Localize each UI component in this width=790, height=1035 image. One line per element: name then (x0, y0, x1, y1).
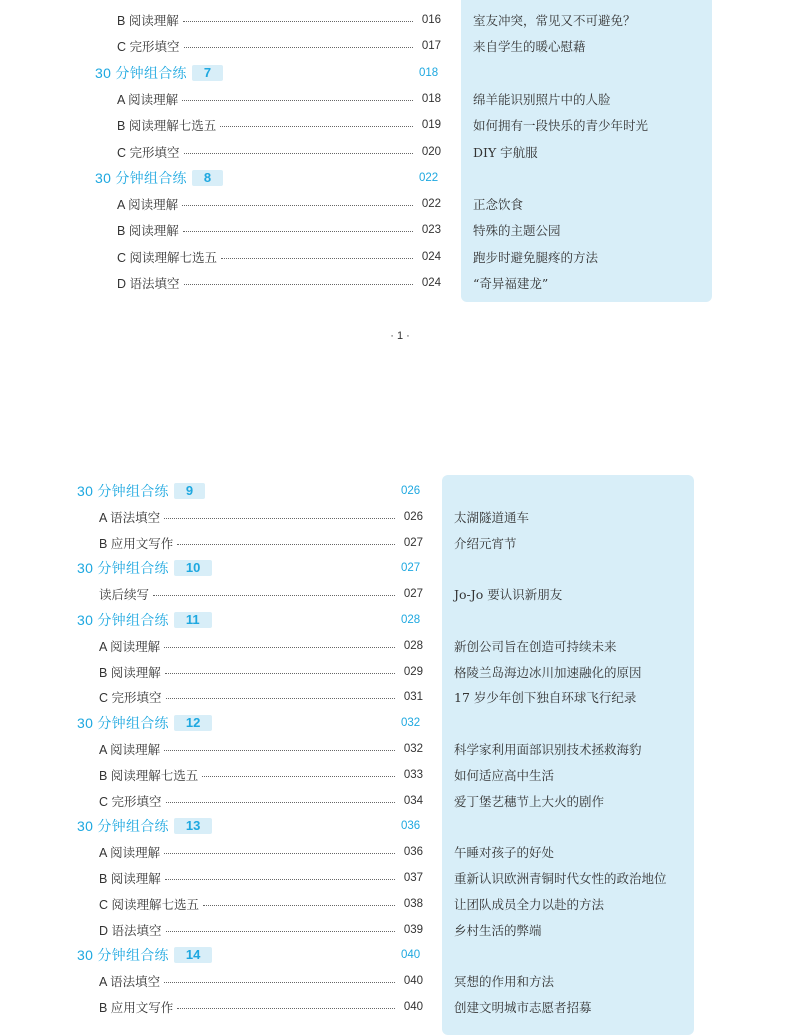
entry-description: Jo-Jo 要认识新朋友 (454, 587, 563, 603)
entry-page-number: 034 (403, 794, 423, 807)
entry-title: A 语法填空 (99, 975, 161, 990)
dot-leader (184, 283, 413, 285)
section-number-badge: 14 (174, 947, 212, 963)
section-heading-text: 30 分钟组合练 (77, 612, 169, 628)
toc-entry[interactable] (117, 7, 441, 33)
section-heading[interactable] (77, 942, 212, 968)
toc-entry[interactable] (99, 788, 423, 814)
dot-leader (184, 152, 413, 154)
toc-entry[interactable] (117, 217, 441, 243)
entry-title: C 完形填空 (117, 145, 180, 160)
entry-title: A 阅读理解 (99, 743, 161, 757)
toc-entry[interactable] (117, 112, 441, 138)
entry-description: 介绍元宵节 (454, 535, 517, 551)
toc-entry[interactable] (99, 917, 423, 943)
dot-leader (164, 646, 395, 648)
entry-description: 科学家利用面部识别技术拯救海豹 (454, 742, 642, 757)
entry-description: 乡村生活的弊端 (454, 922, 542, 938)
dot-leader (166, 801, 395, 803)
section-heading-text: 30 分钟组合练 (77, 947, 169, 964)
toc-entry[interactable] (117, 191, 441, 217)
entry-page-number: 020 (421, 145, 441, 158)
entry-title: B 应用文写作 (99, 1001, 174, 1015)
toc-entry[interactable] (99, 865, 423, 891)
dot-leader (166, 930, 395, 932)
entry-page-number: 029 (403, 665, 423, 678)
entry-title: C 阅读理解七选五 (117, 250, 218, 265)
toc-entry[interactable] (99, 659, 423, 685)
entry-title: B 应用文写作 (99, 536, 174, 551)
entry-title: A 阅读理解 (117, 92, 179, 107)
section-heading-text: 30 分钟组合练 (77, 715, 169, 732)
dot-leader (202, 775, 395, 777)
dot-leader (153, 594, 395, 596)
entry-description: 室友冲突，常见又不可避免？ (473, 13, 636, 28)
dot-leader (165, 878, 395, 880)
entry-title: D 语法填空 (99, 923, 162, 938)
dot-leader (182, 99, 413, 101)
entry-description: 创建文明城市志愿者招募 (454, 1000, 592, 1015)
entry-description: 午睡对孩子的好处 (454, 845, 555, 861)
entry-page-number: 022 (421, 198, 441, 211)
entry-description: 太湖隧道通车 (454, 509, 530, 525)
section-heading[interactable] (77, 607, 212, 633)
entry-page-number: 019 (421, 119, 441, 132)
entry-description: 新创公司旨在创造可持续未来 (454, 638, 617, 654)
toc-entry[interactable] (99, 762, 423, 788)
dot-leader (182, 204, 413, 206)
entry-description: 跑步时避免腿疼的方法 (473, 249, 599, 265)
entry-description: 如何适应高中生活 (454, 767, 555, 783)
section-heading-text: 30 分钟组合练 (77, 560, 169, 577)
section-heading[interactable] (77, 813, 212, 839)
entry-description: DIY 宇航服 (473, 144, 538, 160)
toc-entry[interactable] (99, 633, 423, 659)
entry-description: “奇异福建龙” (473, 276, 549, 291)
dot-leader (166, 697, 395, 699)
entry-title: B 阅读理解七选五 (99, 768, 199, 783)
section-number-badge: 7 (192, 65, 223, 81)
entry-page-number: 018 (421, 92, 441, 105)
entry-page-number: 037 (403, 872, 423, 884)
dot-leader (164, 981, 395, 983)
dot-leader (220, 125, 413, 127)
toc-entry[interactable] (117, 86, 441, 112)
entry-page-number: 024 (421, 277, 441, 289)
entry-title: A 语法填空 (99, 510, 161, 525)
entry-page-number: 023 (421, 224, 441, 237)
toc-entry[interactable] (99, 891, 423, 917)
toc-entry[interactable] (99, 684, 423, 710)
entry-title: C 完形填空 (99, 691, 162, 706)
entry-title: D 语法填空 (117, 277, 180, 291)
section-heading-text: 30 分钟组合练 (95, 64, 187, 81)
toc-entry[interactable] (117, 270, 441, 296)
entry-page-number: 024 (421, 250, 441, 263)
entry-title: B 阅读理解 (99, 665, 161, 680)
entry-title: A 阅读理解 (99, 846, 161, 861)
page-number: · 1 · (390, 330, 410, 342)
section-page-number: 028 (401, 614, 421, 626)
toc-entry[interactable] (99, 968, 423, 994)
entry-title: C 完形填空 (117, 40, 180, 55)
dot-leader (221, 257, 413, 259)
dot-leader (184, 46, 413, 48)
entry-title: C 阅读理解七选五 (99, 897, 200, 912)
toc-entry[interactable] (99, 736, 423, 762)
entry-description: 来自学生的暖心慰藉 (473, 39, 586, 55)
section-heading-text: 30 分钟组合练 (77, 483, 169, 499)
entry-title: 读后续写 (99, 588, 150, 603)
entry-description: 重新认识欧洲青铜时代女性的政治地位 (454, 871, 667, 886)
entry-page-number: 039 (403, 923, 423, 936)
dot-leader (164, 749, 395, 751)
entry-title: B 阅读理解 (117, 14, 179, 28)
entry-page-number: 027 (403, 536, 423, 549)
entry-title: A 阅读理解 (117, 198, 179, 213)
section-heading[interactable] (95, 60, 223, 86)
section-number-badge: 11 (174, 612, 212, 628)
section-heading[interactable] (95, 165, 223, 191)
section-heading-text: 30 分钟组合练 (95, 169, 187, 186)
dot-leader (183, 20, 413, 22)
dot-leader (177, 1007, 395, 1009)
entry-description: 格陵兰岛海边冰川加速融化的原因 (454, 664, 642, 680)
section-page-number: 026 (401, 485, 421, 497)
entry-page-number: 040 (403, 1001, 423, 1013)
section-number-badge: 12 (174, 715, 212, 731)
toc-entry[interactable] (99, 581, 423, 607)
entry-description: 冥想的作用和方法 (454, 974, 555, 990)
dot-leader (177, 543, 395, 545)
section-number-badge: 9 (174, 483, 205, 499)
entry-description: 17 岁少年创下独自环球飞行纪录 (454, 690, 637, 706)
entry-title: B 阅读理解 (99, 872, 161, 886)
entry-page-number: 036 (403, 846, 423, 859)
toc-entry[interactable] (117, 139, 441, 165)
section-page-number: 036 (401, 820, 421, 833)
entry-page-number: 016 (421, 14, 441, 26)
section-page-number: 022 (419, 171, 439, 184)
entry-description: 爱丁堡艺穗节上大火的剧作 (454, 793, 605, 809)
entry-description: 正念饮食 (473, 197, 524, 213)
section-page-number: 027 (401, 562, 421, 575)
entry-page-number: 027 (403, 588, 423, 601)
entry-page-number: 028 (403, 639, 423, 652)
toc-entry[interactable] (99, 530, 423, 556)
toc-entry[interactable] (117, 244, 441, 270)
entry-description: 如何拥有一段快乐的青少年时光 (473, 118, 649, 134)
entry-page-number: 031 (403, 691, 423, 704)
toc-entry[interactable] (117, 33, 441, 59)
entry-description: 让团队成员全力以赴的方法 (454, 896, 605, 912)
dot-leader (164, 852, 395, 854)
section-number-badge: 13 (174, 818, 212, 834)
section-number-badge: 8 (192, 170, 223, 186)
entry-title: A 阅读理解 (99, 639, 161, 654)
entry-title: B 阅读理解七选五 (117, 119, 217, 134)
dot-leader (164, 517, 395, 519)
entry-page-number: 038 (403, 897, 423, 910)
entry-title: B 阅读理解 (117, 224, 179, 239)
section-page-number: 040 (401, 949, 421, 962)
dot-leader (165, 672, 395, 674)
entry-title: C 完形填空 (99, 794, 162, 809)
entry-description: 特殊的主题公园 (473, 223, 561, 239)
toc-entry[interactable] (99, 504, 423, 530)
section-heading[interactable] (77, 710, 212, 736)
section-page-number: 018 (419, 66, 439, 79)
entry-page-number: 033 (403, 768, 423, 781)
section-heading[interactable] (77, 478, 205, 504)
entry-description: 绵羊能识别照片中的人脸 (473, 91, 611, 107)
dot-leader (203, 904, 395, 906)
dot-leader (183, 230, 413, 232)
section-heading-text: 30 分钟组合练 (77, 818, 169, 835)
section-page-number: 032 (401, 717, 421, 730)
section-heading[interactable] (77, 555, 212, 581)
section-number-badge: 10 (174, 560, 212, 576)
entry-page-number: 032 (403, 743, 423, 755)
entry-page-number: 017 (421, 40, 441, 53)
toc-entry[interactable] (99, 839, 423, 865)
entry-page-number: 026 (403, 510, 423, 523)
entry-page-number: 040 (403, 975, 423, 988)
toc-entry[interactable] (99, 994, 423, 1020)
